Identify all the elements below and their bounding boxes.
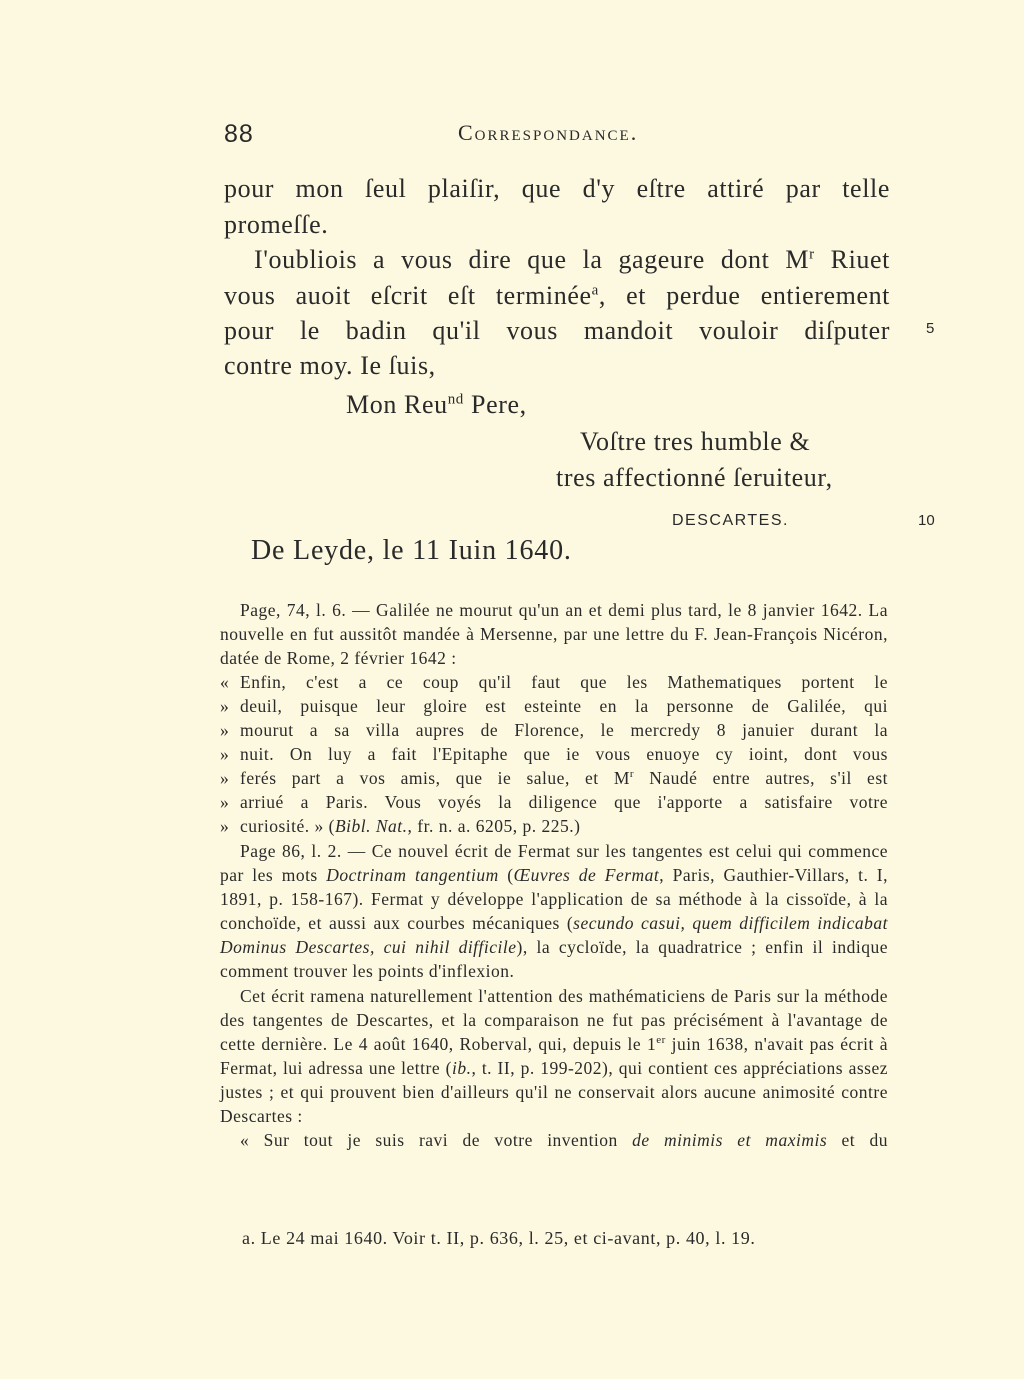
line-number: 5 bbox=[926, 320, 935, 337]
letter-line: pour le badin qu'il vous mandoit vouloir diſputer bbox=[224, 316, 890, 345]
page-number: 88 bbox=[224, 120, 254, 148]
note-paragraph: « Sur tout je suis ravi de votre invention de minimis et maximis et du bbox=[240, 1130, 888, 1150]
running-head: Correspondance. bbox=[458, 120, 639, 145]
quotation: « Enfin, c'est a ce coup qu'il faut que les Mathematiques portent le » deuil, puisque leur gloire est esteinte en la personne de Galilée, qui » mourut a sa villa aupres de Florence, le mercredy 8 januier durant la » nuit. On luy a fait l'Epitaphe que ie vous enuoye cy ioint, dont vous » ferés part a vos amis, que ie salue, et $M^r$ Naudé entre autres, s'il est » arriué a Paris. Vous voyés la diligence que i'apporte a satisfaire votre » curiosité. » (Bibl. Nat., fr. n. a. 6205, p. 225.) bbox=[220, 672, 888, 836]
salutation: Mon Reu$^{nd}$ Pere, bbox=[346, 390, 527, 419]
dateline: De Leyde, le 11 Iuin 1640. bbox=[251, 535, 572, 566]
editorial-notes bbox=[220, 598, 888, 1152]
footnote-marker: a bbox=[591, 282, 599, 299]
letter-line: contre moy. Ie ſuis, bbox=[224, 351, 436, 380]
footnote: a. Le 24 mai 1640. Voir t. II, p. 636, l. 25, et ci-avant, p. 40, l. 19. bbox=[242, 1228, 756, 1248]
letter-line: vous auoit eſcrit eſt terminée$^a$, et perdue entierement bbox=[224, 281, 891, 310]
signature: DESCARTES. bbox=[672, 512, 789, 529]
letter-line: promeſſe. bbox=[224, 210, 329, 239]
note-paragraph: Page 86, l. 2. — Ce nouvel écrit de Fermat sur les tangentes est celui qui commence par les mots Doctrinam tangentium (Œuvres de Fermat, Paris, Gauthier-Villars, t. I, 1891, p. 158-167). Fermat y développe l'application de sa méthode à la cissoïde, à la conchoïde, et aussi aux courbes mécaniques (secundo casui, quem difficilem indicabat Dominus Descartes, cui nihil difficile), la cycloïde, la quadratrice ; enfin il indique comment trouver les points d'inflexion. bbox=[220, 841, 888, 981]
letter-line: I'oubliois a vous dire que la gageure dont $M^r$ Riuet bbox=[254, 245, 890, 274]
closing-line: tres affectionné ſeruiteur, bbox=[556, 463, 833, 492]
letter-line: pour mon ſeul plaiſir, que d'y eſtre attiré par telle bbox=[224, 174, 890, 203]
closing-line: Voſtre tres humble & bbox=[580, 427, 811, 456]
note-paragraph: Page, 74, l. 6. — Galilée ne mourut qu'un an et demi plus tard, le 8 janvier 1642. La nouvelle en fut aussitôt mandée à Mersenne, par une lettre du F. Jean-François Nicéron, datée de Rome, 2 février 1642 : bbox=[220, 600, 888, 668]
line-number: 10 bbox=[918, 512, 935, 529]
note-paragraph: Cet écrit ramena naturellement l'attention des mathématiciens de Paris sur la méthode des tangentes de Descartes, et la comparaison ne fut pas précisément à l'avantage de cette dernière. Le 4 août 1640, Roberval, qui, depuis le 1er juin 1638, n'avait pas écrit à Fermat, lui adressa une lettre (ib., t. II, p. 199-202), qui contient ces appréciations assez justes ; et qui prouvent bien d'ailleurs qu'il ne conservait alors aucune animosité contre Descartes : bbox=[220, 986, 889, 1126]
